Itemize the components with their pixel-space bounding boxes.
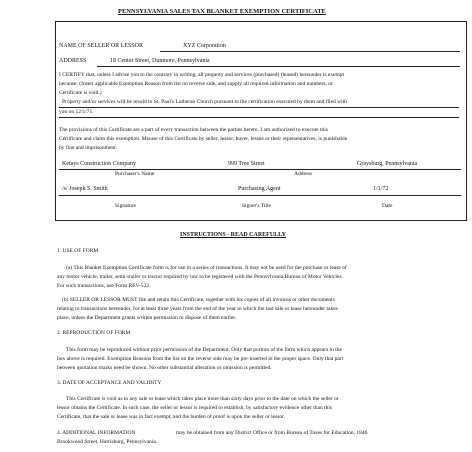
provisions-line-1: The provisions of this Certificate are a part of every transaction between the parties hereto. I am authorized to execute this <box>59 127 328 133</box>
info-line-2: Brookwood Street, Harrisburg, Pennsylvania. <box>57 439 158 445</box>
signature-line <box>59 195 461 196</box>
certify-line-4: Property and/or services will be resold to St. Paul's Lutheran Church pursuant to the certification executed by them and filed with <box>62 99 347 105</box>
use-a-line-1: (a) This Blanket Exemption Certificate form is for use in a series of transactions. It may not be used for the purchase or lease of <box>66 265 347 271</box>
use-b-line-3: place, unless the Department grants written permission to dispose of them earlier. <box>57 315 237 321</box>
seller-name-value: XYZ Corporation <box>183 43 226 49</box>
date-line-2: lessor obtains the Certificate. In such case, the seller or lessor is required to establish, by satisfactory evidence other than this <box>57 405 333 411</box>
use-a-line-2: any motor vehicle, trailer, semi-trailer or tractor required by law to be registered with the Pennsylvania Bureau of Motor Vehicles. <box>57 274 343 280</box>
seller-name-line <box>160 51 460 52</box>
purchaser-name-value: Ketays Construction Company <box>62 161 136 167</box>
provisions-line-3: by fine and imprisonment. <box>59 145 118 151</box>
repro-line-2: box above is required. Exemption Reasons from the list on the reverse side may be pre-inserted in the proper space. Only that part <box>57 356 344 362</box>
seller-address-line <box>97 66 460 67</box>
repro-line-1: This form may be reproduced without prior permission of the Department. Only that portion of the form which appears in the <box>66 347 342 353</box>
repro-line-3: between quotation marks need be shown. No other substantial alteration or omission is permitted. <box>57 365 272 371</box>
signature-date-value: 1/1/72 <box>373 186 389 192</box>
address-label: Address <box>294 171 313 177</box>
date-label: Date <box>382 203 393 209</box>
section-use-heading: 1. USE OF FORM <box>57 248 99 254</box>
signer-title-label: Signer's Title <box>242 203 271 209</box>
section-reproduction-heading: 2. REPRODUCTION OF FORM <box>57 330 131 336</box>
certify-fill-line-2 <box>59 117 459 118</box>
use-a-line-3: For such transactions, use Form REV-532. <box>57 283 151 289</box>
instructions-heading: INSTRUCTIONS - READ CAREFULLY <box>180 232 286 238</box>
certify-fill-line-1 <box>59 107 459 108</box>
signer-value: /s/ Joseph S. Smith <box>62 186 108 192</box>
date-line-3: Certificate, that the sale or lease was in fact exempt, and the burden of proof is upon the seller or lessor. <box>57 414 286 420</box>
seller-name-label: NAME OF SELLER OR LESSOR <box>59 43 144 49</box>
seller-address-label: ADDRESS <box>59 58 87 64</box>
seller-address-value: 18 Center Street, Dunmore, Pennsylvania <box>110 58 210 64</box>
use-b-line-1: (b) SELLER OR LESSOR MUST file and retain this Certificate, together with his copies of all invoices or other documents <box>62 297 335 303</box>
certify-line-3: Certificate is void.) <box>59 90 102 96</box>
info-line-1: may be obtained from any District Office or from Bureau of Taxes for Education, 1846 <box>176 430 368 436</box>
certify-line-5: you on 12/1/71. <box>59 109 94 115</box>
use-b-line-2: relating to transactions hereunder, for at least three years from the end of the year in which the last sale or lease hereunder takes <box>57 306 338 312</box>
certify-line-2: because: (Insert applicable Exemption Reason from list on reverse side, and supply all required information and numbers, or <box>59 81 333 87</box>
section-date-heading: 3. DATE OF ACCEPTANCE AND VALIDITY <box>57 380 162 386</box>
purchaser-address-value: 999 Tree Street <box>228 161 265 167</box>
purchaser-city-value: Graysburg, Pennsylvania <box>357 161 418 167</box>
signature-label: Signature <box>115 203 137 209</box>
certify-line-1: I CERTIFY that, unless I advise you to the contrary in writing, all property and services (purchased) (leased) hereunder is exempt <box>59 72 345 78</box>
certificate-title: PENNSYLVANIA SALES TAX BLANKET EXEMPTION CERTIFICATE <box>118 8 326 15</box>
purchaser-line <box>59 169 461 170</box>
signer-title-value: Purchasing Agent <box>238 186 281 192</box>
purchaser-name-label: Purchaser's Name <box>115 171 155 177</box>
date-line-1: This Certificate is void as to any sale or lease which takes place more than sixty days prior to the date on which the seller or <box>66 396 339 402</box>
provisions-line-2: Certificate and claim this exemption. Misuse of this Certificate by seller, lessor, buyer, lessee or their representatives, is punishable <box>59 136 348 142</box>
section-info-heading: 4. ADDITIONAL INFORMATION <box>57 430 136 436</box>
